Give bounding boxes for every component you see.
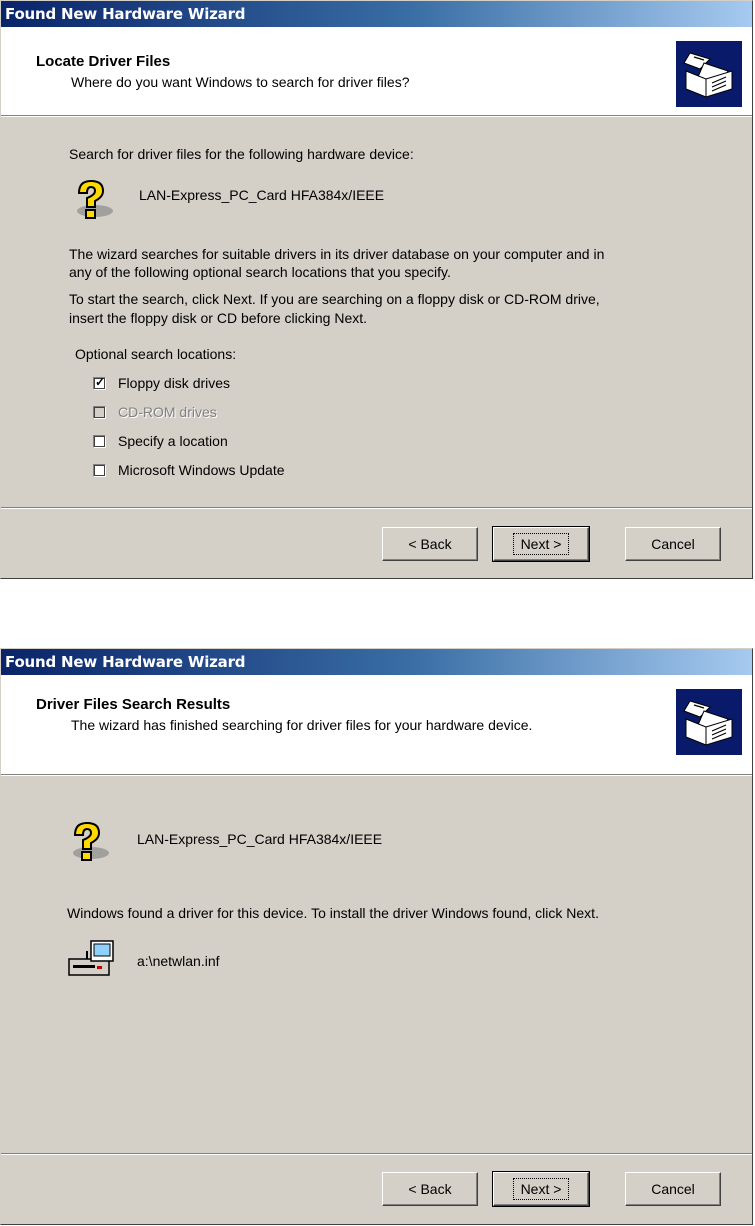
question-mark-device-icon [65,819,115,869]
back-button-label: < Back [408,536,452,552]
cdrom-checkbox [93,406,106,419]
next-button[interactable] [493,527,589,561]
next-button[interactable] [493,1172,589,1206]
device-name: LAN-Express_PC_Card HFA384x/IEEE [139,187,385,203]
wizard-header [1,27,752,116]
windows-update-checkbox-row[interactable] [93,460,285,480]
back-button-label: < Back [408,1181,452,1197]
hardware-wizard-icon [676,689,742,755]
windows-update-label: Microsoft Windows Update [118,462,285,478]
question-mark-device-icon [69,177,119,227]
button-separator [1,1153,752,1155]
cdrom-checkbox-row [93,402,217,422]
description-line-1: The wizard searches for suitable drivers in its driver database on your computer and in [69,246,605,262]
computer-disk-icon [67,939,117,981]
check-mark-icon: ✓ [95,374,106,389]
hardware-wizard-icon [676,41,742,107]
header-subtitle: Where do you want Windows to search for driver files? [71,74,410,90]
cancel-button-label: Cancel [651,536,695,552]
back-button[interactable] [382,1172,478,1206]
wizard-header [1,675,752,775]
header-title: Locate Driver Files [36,53,171,70]
specify-location-checkbox-row[interactable] [93,431,228,451]
title-bar[interactable]: Found New Hardware Wizard [1,649,752,675]
back-button[interactable] [382,527,478,561]
header-subtitle: The wizard has finished searching for driver files for your hardware device. [71,717,533,733]
next-button-label: Next > [515,535,568,553]
floppy-checkbox-row[interactable] [93,373,230,393]
title-bar[interactable]: Found New Hardware Wizard [1,1,752,27]
cancel-button-label: Cancel [651,1181,695,1197]
search-results-window [0,648,753,1225]
cancel-button[interactable] [625,527,721,561]
next-button-label: Next > [515,1180,568,1198]
device-name: LAN-Express_PC_Card HFA384x/IEEE [137,831,383,847]
search-intro: Search for driver files for the following hardware device: [69,146,414,162]
header-title: Driver Files Search Results [36,696,231,713]
locate-driver-files-window [0,0,753,579]
driver-file-path: a:\netwlan.inf [137,953,220,969]
cdrom-label: CD-ROM drives [118,404,217,420]
floppy-label: Floppy disk drives [118,375,231,391]
description-line-2: any of the following optional search locations that you specify. [69,264,451,280]
floppy-checkbox[interactable] [93,374,106,390]
button-separator [1,507,752,509]
instruction-line-1: To start the search, click Next. If you are searching on a floppy disk or CD-ROM drive, [69,291,600,307]
found-driver-text: Windows found a driver for this device. To install the driver Windows found, click Next. [67,905,599,921]
optional-locations-label: Optional search locations: [75,346,237,362]
cancel-button[interactable] [625,1172,721,1206]
windows-update-checkbox[interactable] [93,464,106,477]
instruction-line-2: insert the floppy disk or CD before clicking Next. [69,310,368,326]
specify-location-checkbox[interactable] [93,435,106,448]
specify-location-label: Specify a location [118,433,228,449]
